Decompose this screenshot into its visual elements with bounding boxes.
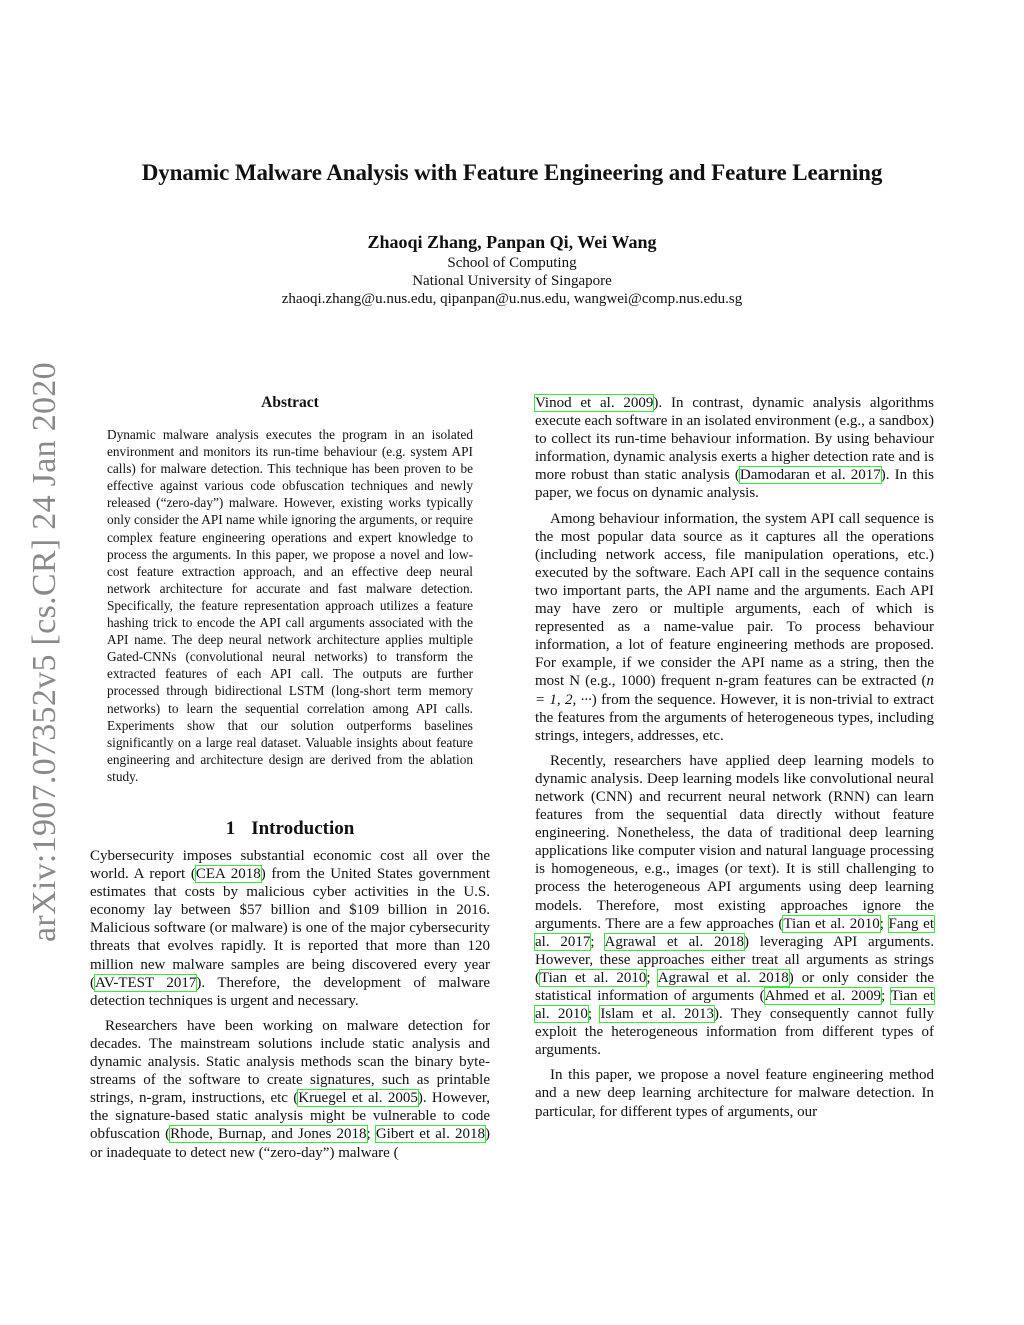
citation-link[interactable]: AV-TEST 2017 — [95, 974, 197, 991]
author-list: Zhaoqi Zhang, Panpan Qi, Wei Wang — [367, 232, 657, 252]
citation-link[interactable]: Tian et al. 2010 — [535, 988, 934, 1023]
intro-paragraph-5: In this paper, we propose a novel feature engineering method and a new deep learning architecture for malware detection. In particular, for different types of arguments, our — [535, 1067, 934, 1120]
affiliation-school: School of Computing — [447, 255, 577, 271]
section-heading-introduction — [90, 818, 490, 840]
citation-link[interactable]: CEA 2018 — [195, 866, 261, 883]
citation-link[interactable]: Rhode, Burnap, and Jones 2018 — [170, 1126, 367, 1143]
author-emails: zhaoqi.zhang@u.nus.edu, qipanpan@u.nus.edu, wangwei@comp.nus.edu.sg — [281, 291, 743, 307]
intro-paragraph-1: Cybersecurity imposes substantial economic cost all over the world. A report (CEA 2018) from the United States government estimates that costs by malicious cyber activities in the U.S. economy lay between $57 billion and $109 billion in 2016. Malicious software (or malware) is one of the major cybersecurity threats that evolves rapidly. It is reported that more than 120 million new malware samples are being discovered every year (AV-TEST 2017). Therefore, the development of malware detection techniques is urgent and necessary. — [90, 848, 490, 1009]
citation-link[interactable]: Kruegel et al. 2005 — [298, 1090, 418, 1107]
intro-paragraph-2-continued: Vinod et al. 2009). In contrast, dynamic analysis algorithms execute each software in an isolated environment (e.g., a sandbox) to collect its run-time behaviour information. By using behaviour information, dynamic analysis exerts a higher detection rate and is more robust than static analysis (Damodaran et al. 2017). In this paper, we focus on dynamic analysis. — [535, 395, 935, 502]
citation-link[interactable]: Fang et al. 2017 — [535, 915, 934, 950]
paper-title: Dynamic Malware Analysis with Feature Engineering and Feature Learning — [141, 160, 883, 185]
citation-link[interactable]: Damodaran et al. 2017 — [739, 467, 881, 484]
intro-paragraph-3: Among behaviour information, the system API call sequence is the most popular data source as it captures all the operations (including network access, file manipulation operations, etc.) executed by the software. Each API call in the sequence contains two important parts, the API name and the arguments. Each API may have zero or multiple arguments, each of which is represented as a name-value pair. To process behaviour information, a lot of feature engineering methods are proposed. For example, if we consider the API name as a string, then the most N (e.g., 1000) frequent n-gram features can be extracted (n = 1, 2, ···) from the sequence. However, it is non-trivial to extract the features from the arguments of heterogeneous types, including strings, integers, addresses, etc. — [535, 510, 935, 744]
citation-link[interactable]: Ahmed et al. 2009 — [764, 988, 882, 1004]
citation-link[interactable]: Gibert et al. 2018 — [375, 1126, 485, 1143]
intro-paragraph-4: Recently, researchers have applied deep learning models to dynamic analysis. Deep learning models like convolutional neural network (CNN) and recurrent neural network (RNN) can learn features from the sequential data directly without feature engineering. Nonetheless, the data of traditional deep learning applications like computer vision and natural language processing is homogeneous, e.g., images (or text). It is still challenging to process the heterogeneous API arguments using deep learning models. Therefore, most existing approaches ignore the arguments. There are a few approaches (Tian et al. 2010; Fang et al. 2017; Agrawal et al. 2018) leveraging API arguments. However, these approaches either treat all arguments as strings (Tian et al. 2010; Agrawal et al. 2018) or only consider the statistical information of arguments (Ahmed et al. 2009; Tian et al. 2010; Islam et al. 2013). They consequently cannot fully exploit the heterogeneous information from different types of arguments. — [535, 752, 935, 1059]
right-column-text — [535, 394, 934, 1128]
math-expression: n = 1, 2, ··· — [535, 673, 934, 708]
citation-link[interactable]: Tian et al. 2010 — [783, 915, 880, 932]
intro-paragraph-2: Researchers have been working on malware detection for decades. The mainstream solutions include static analysis and dynamic analysis. Static analysis methods scan the binary byte-streams of the software to create signatures, such as printable strings, n-gram, instructions, etc (Kruegel et al. 2005). However, the signature-based static analysis might be vulnerable to code obfuscation (Rhode, Burnap, and Jones 2018; Gibert et al. 2018) or inadequate to detect new (“zero-day”) malware ( — [90, 1017, 491, 1161]
abstract-body: Dynamic malware analysis executes the program in an isolated environment and monitors its run-time behaviour (e.g. system API calls) for malware detection. This technique has been proven to be effective against various code obfuscation techniques and newly released (“zero-day”) malware. However, existing works typically only consider the API name while ignoring the arguments, or require complex feature engineering operations and expert knowledge to process the arguments. In this paper, we propose a novel and low-cost feature extraction approach, and an effective deep neural network architecture for accurate and fast malware detection. Specifically, the feature representation approach utilizes a feature hashing trick to encode the API call arguments associated with the API name. The deep neural network architecture applies multiple Gated-CNNs (convolutional neural networks) to transform the extracted features of each API call. The outputs are further processed through bidirectional LSTM (long-short term memory networks) to learn the sequential correlation among API calls. Experiments show that our solution outperforms baselines significantly on a large real dataset. Valuable insights about feature engineering and architecture design are derived from the ablation study. — [107, 427, 473, 784]
citation-link[interactable]: Islam et al. 2013 — [600, 1006, 715, 1023]
arxiv-stamp: arXiv:1907.07352v5 [cs.CR] 24 Jan 2020 — [26, 362, 63, 942]
left-column-text — [90, 847, 490, 1169]
citation-link[interactable]: Tian et al. 2010 — [540, 969, 647, 986]
abstract-heading: Abstract — [261, 394, 319, 411]
section-number: 1 — [225, 818, 236, 839]
citation-link[interactable]: Vinod et al. 2009 — [535, 395, 654, 411]
section-title: Introduction — [251, 818, 355, 839]
citation-link[interactable]: Agrawal et al. 2018 — [657, 969, 789, 986]
citation-link[interactable]: Agrawal et al. 2018 — [604, 933, 744, 950]
affiliation-university: National University of Singapore — [412, 273, 612, 289]
